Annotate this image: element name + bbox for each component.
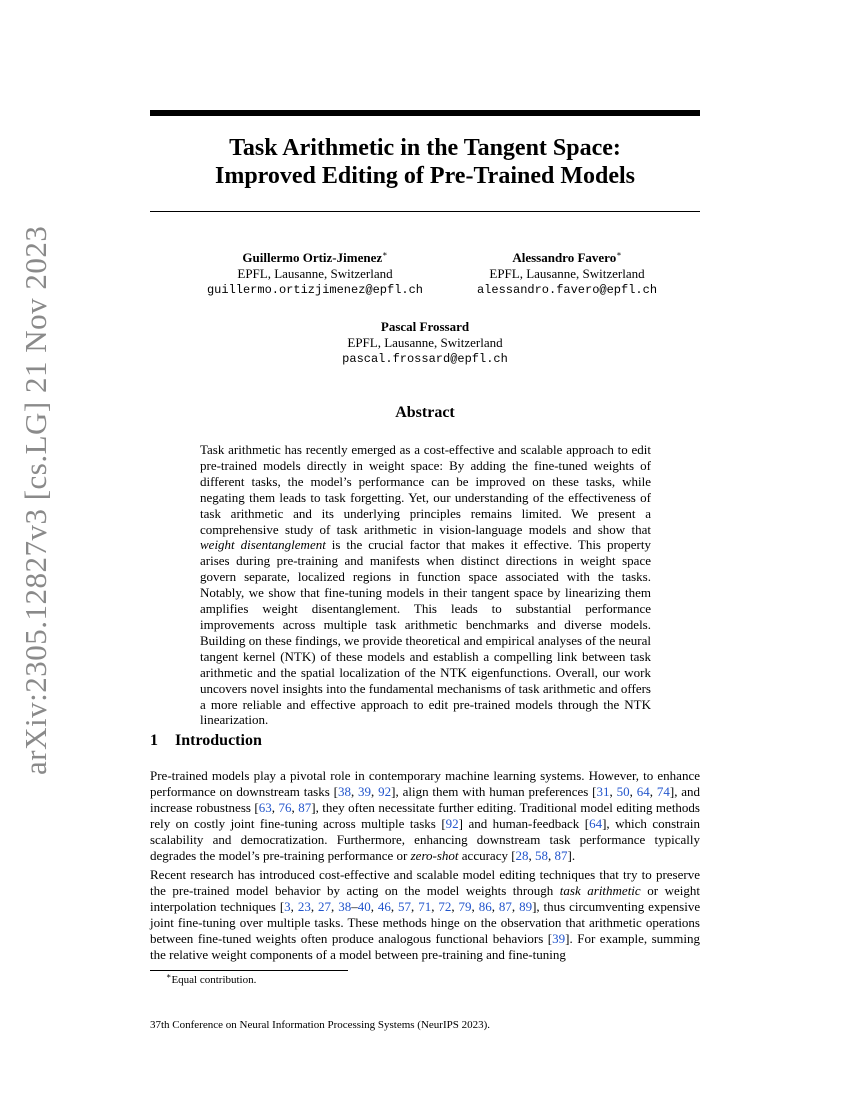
citation-link[interactable]: 87 [554, 847, 568, 863]
citation-link[interactable]: 40 [357, 898, 371, 914]
section-title: Introduction [175, 732, 262, 749]
conference-note: 37th Conference on Neural Information Processing Systems (NeurIPS 2023). [150, 1019, 491, 1031]
citation-link[interactable]: 39 [552, 930, 566, 946]
citation-link[interactable]: 50 [616, 783, 630, 799]
abstract-text: is the crucial factor that makes it effective. This property arises during pre-training and manifests when distinct directions in weight space govern separate, localized regions in function space associated with the tasks. Notably, we show that fine-tuning models in their tangent space by linearizing them amplifies weight disentanglement. This leads to substantial performance improvements across multiple task arithmetic benchmarks and diverse models. Building on these findings, we provide theoretical and empirical analyses of the neural tangent kernel (NTK) of these models and establish a compelling link between task arithmetic and the spatial localization of the NTK eigenfunctions. Overall, our work uncovers novel insights into the fundamental mechanisms of task arithmetic and offers a more reliable and effective approach to edit pre-trained models through the NTK linearization. [200, 537, 651, 728]
citation-link[interactable]: 57 [398, 898, 412, 914]
citation-link[interactable]: 72 [438, 898, 452, 914]
citation-link[interactable]: 38 [337, 783, 351, 799]
author-affiliation: EPFL, Lausanne, Switzerland [489, 266, 645, 281]
footnote [166, 973, 256, 987]
citation-link[interactable]: 92 [378, 783, 392, 799]
citation-link[interactable]: 87 [298, 799, 312, 815]
citation-link[interactable]: 64 [636, 783, 650, 799]
author-email[interactable]: guillermo.ortizjimenez@epfl.ch [206, 283, 424, 297]
abstract-text: Task arithmetic has recently emerged as a cost-effective and scalable approach to edit pre-trained models directly in weight space: By adding the fine-tuned weights of different tasks, the model’s performance can be improved on these tasks, while negating them leads to task forgetting. Yet, our understanding of the effectiveness of task arithmetic and its underlying principles remains limited. We present a comprehensive study of task arithmetic in vision-language models and show that [200, 442, 651, 537]
citation-link[interactable]: 64 [589, 815, 603, 831]
footnote-rule [150, 970, 348, 971]
citation-link[interactable]: 74 [656, 783, 670, 799]
footnote-text: Equal contribution. [171, 974, 257, 986]
author-affiliation: EPFL, Lausanne, Switzerland [237, 266, 393, 281]
citation-link[interactable]: 71 [418, 898, 432, 914]
section-number: 1 [150, 732, 158, 749]
citation-link[interactable]: 39 [358, 783, 372, 799]
citation-link[interactable]: 79 [458, 898, 472, 914]
citation-link[interactable]: 31 [596, 783, 610, 799]
abstract-body [200, 442, 651, 728]
citation-link[interactable]: 46 [377, 898, 391, 914]
author-affiliation: EPFL, Lausanne, Switzerland [347, 335, 503, 350]
author-email[interactable]: pascal.frossard@epfl.ch [342, 352, 508, 366]
title-top-rule [150, 110, 700, 116]
citation-link[interactable]: 23 [297, 898, 311, 914]
citation-link[interactable]: 86 [478, 898, 492, 914]
citation-link[interactable]: 3 [284, 898, 291, 914]
intro-paragraph-2: Recent research has introduced cost-effective and scalable model editing techniques that try to preserve the pre-trained model behavior by acting on the model weights through task arithmetic or weight interpolation techniques [3, 23, 27, 38–40, 46, 57, 71, 72, 79, 86, 87, 89], thus circumventing expensive joint fine-tuning over multiple tasks. These methods hinge on the observation that arithmetic operations between fine-tuned weights often produce analogous functional behaviors [39]. For example, summing the relative weight components of a model between pre-training and fine-tuning [150, 867, 701, 962]
author-name: Guillermo Ortiz-Jimenez [242, 250, 383, 265]
citation-link[interactable]: 27 [318, 898, 332, 914]
author-block-3 [300, 319, 550, 367]
citation-link[interactable]: 28 [515, 847, 529, 863]
paper-title [150, 134, 700, 190]
author-block-1 [190, 250, 440, 298]
author-block-2 [442, 250, 692, 298]
arxiv-identifier-text: arXiv:2305.12827v3 [cs.LG] 21 Nov 2023 [18, 225, 53, 775]
paper-title-line-1: Task Arithmetic in the Tangent Space: [229, 135, 621, 161]
title-bottom-rule [150, 211, 700, 212]
citation-link[interactable]: 87 [498, 898, 512, 914]
equal-contribution-mark: ∗ [616, 249, 622, 259]
author-name: Alessandro Favero [512, 250, 617, 265]
citation-link[interactable]: 76 [278, 799, 292, 815]
citation-link[interactable]: 92 [445, 815, 459, 831]
arxiv-identifier-stamp [18, 225, 58, 775]
footnote-mark: ∗ [166, 971, 172, 981]
author-name: Pascal Frossard [380, 319, 470, 334]
citation-link[interactable]: 38 [338, 898, 352, 914]
author-email[interactable]: alessandro.favero@epfl.ch [476, 283, 658, 297]
equal-contribution-mark: ∗ [382, 249, 388, 259]
abstract-heading: Abstract [395, 404, 455, 421]
citation-link[interactable]: 63 [258, 799, 272, 815]
abstract-emphasis: weight disentanglement [200, 537, 326, 553]
paper-title-line-2: Improved Editing of Pre-Trained Models [215, 163, 635, 189]
citation-link[interactable]: 89 [519, 898, 533, 914]
intro-paragraph-1: Pre-trained models play a pivotal role in contemporary machine learning systems. However, to enhance performance on downstream tasks [38, 39, 92], align them with human preferences [31, 50, 64, 74], and increase robustness [63, 76, 87], they often necessitate further editing. Traditional model editing methods rely on costly joint fine-tuning across multiple tasks [92] and human-feedback [64], which constrain scalability and democratization. Furthermore, enhancing downstream task performance typically degrades the model’s pre-training performance or zero-shot accuracy [28, 58, 87]. [150, 768, 701, 863]
citation-link[interactable]: 58 [535, 847, 549, 863]
section-heading-introduction [150, 732, 262, 750]
